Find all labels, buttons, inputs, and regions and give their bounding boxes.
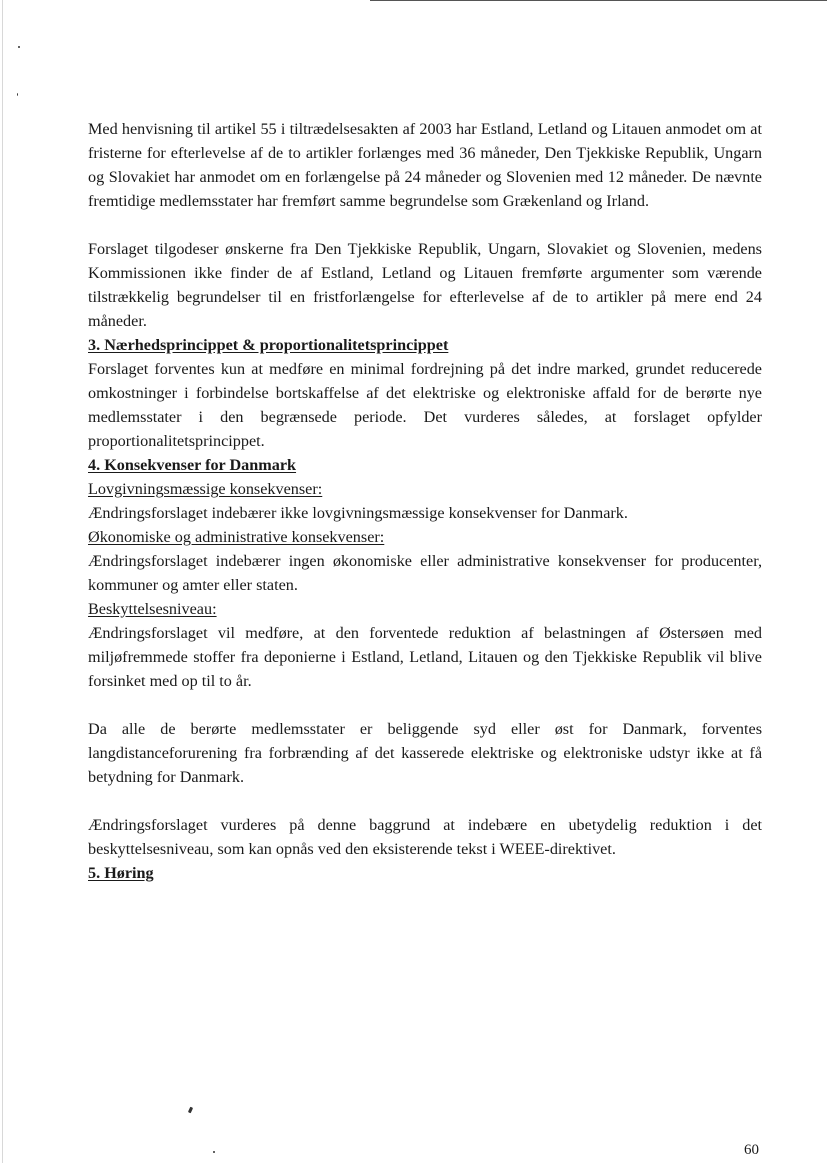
document-body	[88, 117, 762, 885]
scan-speck	[213, 1151, 215, 1153]
section-3-heading: 3. Nærhedsprincippet & proportionalitetsprincippet	[88, 336, 449, 354]
protection-level-text-2: Da alle de berørte medlemsstater er beliggende syd eller øst for Danmark, forventes langdistanceforurening fra forbrænding af det kasserede elektriske og elektroniske udstyr ikke at få betydning for Danmark.	[88, 720, 762, 786]
section-5-heading: 5. Høring	[88, 864, 154, 882]
scan-speck	[188, 1107, 193, 1114]
page-number: 60	[744, 1142, 759, 1158]
scan-speck	[17, 93, 18, 96]
economic-consequences-heading: Økonomiske og administrative konsekvenser:	[88, 528, 385, 546]
protection-level-text-1: Ændringsforslaget vil medføre, at den forventede reduktion af belastningen af Østersøen med miljøfremmede stoffer fra deponierne i Estland, Letland, Litauen og den Tjekkiske Republik vil blive forsinket med op til to år.	[88, 624, 762, 690]
economic-consequences-text: Ændringsforslaget indebærer ingen økonomiske eller administrative konsekvenser for producenter, kommuner og amter eller staten.	[88, 552, 762, 594]
paragraph-commission-view: Forslaget tilgodeser ønskerne fra Den Tjekkiske Republik, Ungarn, Slovakiet og Slovenien, medens Kommissionen ikke finder de af Estland, Letland og Litauen fremførte argumenter som værende tilstrækkelig begrundelser til en fristforlængelse for efterlevelse af de to artikler på mere end 24 måneder.	[88, 240, 762, 330]
section-4-heading: 4. Konsekvenser for Danmark	[88, 456, 297, 474]
legal-consequences-text: Ændringsforslaget indebærer ikke lovgivningsmæssige konsekvenser for Danmark.	[88, 504, 628, 522]
scan-speck	[18, 46, 20, 48]
paragraph-extension-requests: Med henvisning til artikel 55 i tiltrædelsesakten af 2003 har Estland, Letland og Litauen anmodet om at fristerne for efterlevelse af de to artikler forlænges med 36 måneder, Den Tjekkiske Republik, Ungarn og Slovakiet har anmodet om en forlængelse på 24 måneder og Slovenien med 12 måneder. De nævnte fremtidige medlemsstater har fremført samme begrundelse som Grækenland og Irland.	[88, 120, 762, 210]
section-3-text: Forslaget forventes kun at medføre en minimal fordrejning på det indre marked, grundet reducerede omkostninger i forbindelse bortskaffelse af det elektriske og elektroniske affald for de berørte nye medlemsstater i den begrænsede periode. Det vurderes således, at forslaget opfylder proportionalitetsprincippet.	[88, 360, 762, 450]
protection-level-text-3: Ændringsforslaget vurderes på denne baggrund at indebære en ubetydelig reduktion i det beskyttelsesniveau, som kan opnås ved den eksisterende tekst i WEEE-direktivet.	[88, 816, 762, 858]
protection-level-heading: Beskyttelsesniveau:	[88, 600, 217, 618]
scan-left-edge	[2, 0, 3, 1163]
legal-consequences-heading: Lovgivningsmæssige konsekvenser:	[88, 480, 323, 498]
scan-edge-line	[370, 0, 827, 1]
